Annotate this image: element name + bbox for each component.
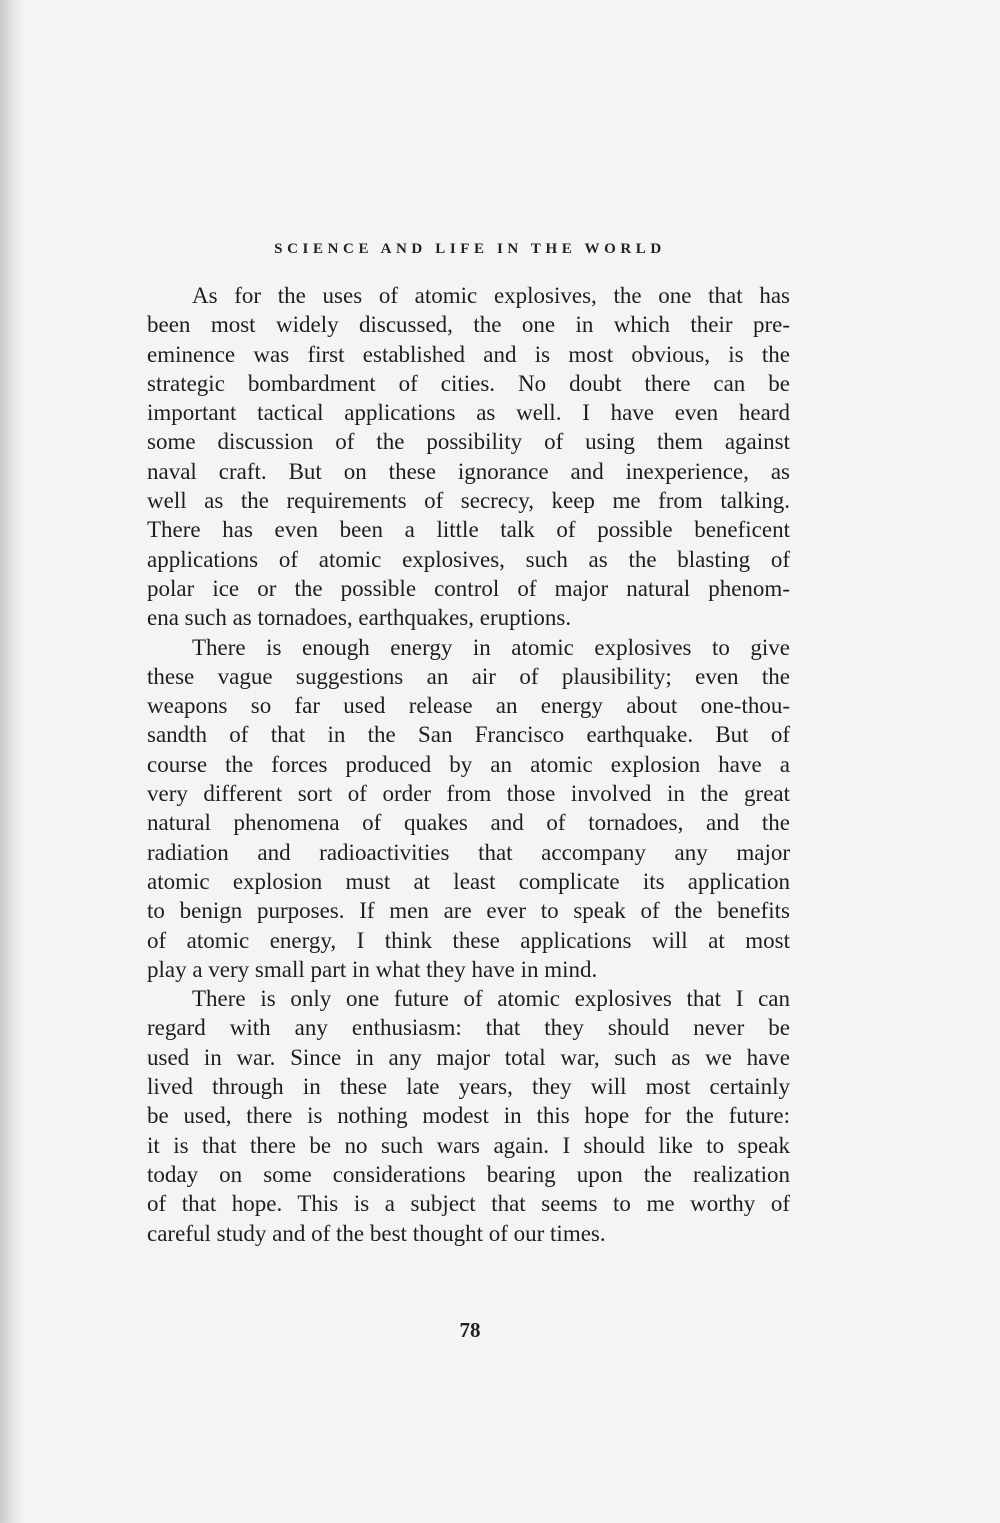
text-line: some discussion of the possibility of using them against (147, 429, 790, 455)
text-line: be used, there is nothing modest in this hope for the future: (147, 1103, 790, 1129)
text-line: very different sort of order from those involved in the great (147, 781, 790, 807)
text-line: been most widely discussed, the one in which their pre- (147, 312, 790, 338)
text-line: As for the uses of atomic explosives, the one that has (192, 283, 790, 308)
text-line: lived through in these late years, they will most certainly (147, 1074, 790, 1100)
text-line: it is that there be no such wars again. I should like to speak (147, 1132, 790, 1158)
page-number: 78 (459, 1318, 481, 1342)
text-line: these vague suggestions an air of plausibility; even the (147, 663, 790, 689)
text-line: radiation and radioactivities that accompany any major (147, 839, 790, 865)
text-line: course the forces produced by an atomic explosion have a (147, 751, 790, 777)
text-line: important tactical applications as well. I have even heard (147, 400, 790, 426)
text-line: careful study and of the best thought of our times. (147, 1220, 606, 1246)
text-line: natural phenomena of quakes and of tornadoes, and the (147, 810, 790, 836)
text-line: well as the requirements of secrecy, keep me from talking. (147, 488, 790, 514)
text-line: of atomic energy, I think these applications will at most (147, 927, 790, 953)
text-line: sandth of that in the San Francisco earthquake. But of (147, 722, 790, 748)
text-line: of that hope. This is a subject that seems to me worthy of (147, 1191, 790, 1217)
text-line: strategic bombardment of cities. No doubt there can be (147, 370, 790, 396)
text-line: regard with any enthusiasm: that they should never be (147, 1015, 790, 1041)
text-line: naval craft. But on these ignorance and inexperience, as (147, 458, 790, 484)
page-gutter-shadow (0, 0, 26, 1523)
text-line: ena such as tornadoes, earthquakes, eruptions. (147, 605, 572, 631)
body-text (147, 281, 790, 1248)
text-line: eminence was first established and is most obvious, is the (147, 341, 790, 367)
text-line: polar ice or the possible control of major natural phenom- (147, 575, 790, 601)
running-head: SCIENCE AND LIFE IN THE WORLD (274, 241, 666, 257)
text-line: There has even been a little talk of possible beneficent (147, 517, 790, 543)
text-line: to benign purposes. If men are ever to speak of the benefits (147, 898, 790, 924)
text-line: There is only one future of atomic explosives that I can (192, 986, 790, 1012)
paragraph (147, 633, 790, 985)
text-line: weapons so far used release an energy about one-thou- (147, 693, 790, 719)
paragraph (147, 281, 790, 633)
text-line: used in war. Since in any major total war, such as we have (147, 1044, 790, 1070)
text-line: today on some considerations bearing upon the realization (147, 1161, 790, 1187)
text-line: There is enough energy in atomic explosives to give (192, 634, 790, 660)
paragraph (147, 984, 790, 1248)
text-line: applications of atomic explosives, such as the blasting of (147, 546, 790, 572)
text-line: atomic explosion must at least complicate its application (147, 868, 790, 894)
text-line: play a very small part in what they have in mind. (147, 956, 598, 982)
